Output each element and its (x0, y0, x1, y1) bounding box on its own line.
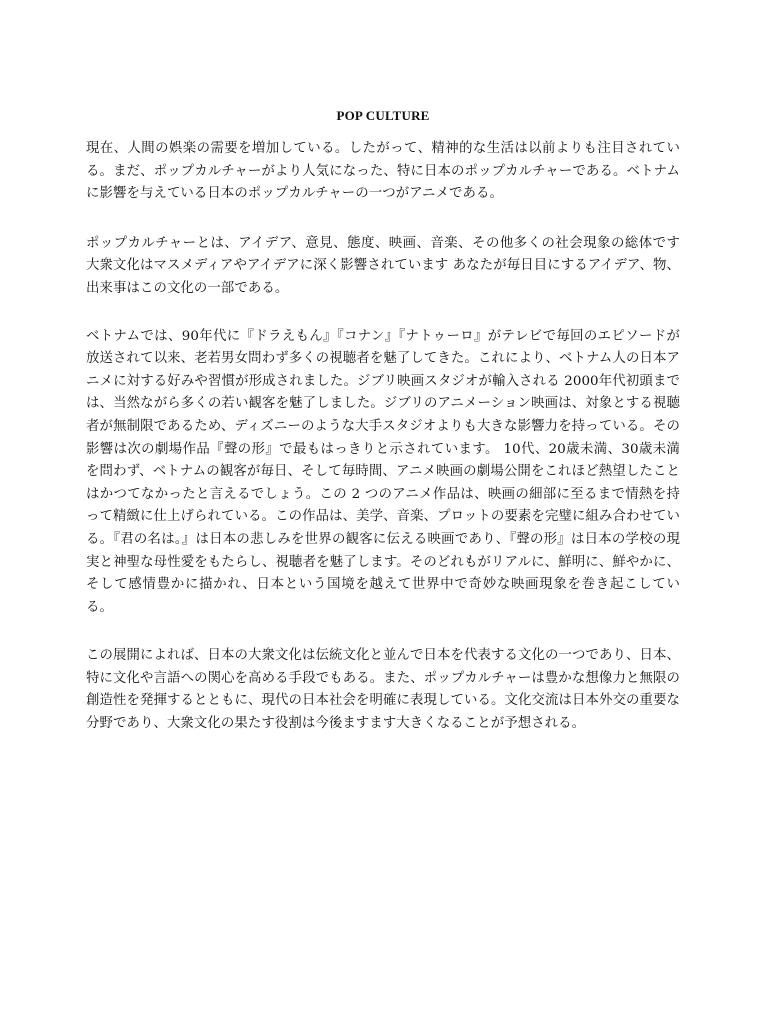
paragraph-2: ポップカルチャーとは、アイデア、意見、態度、映画、音楽、その他多くの社会現象の総体です 大衆文化はマスメディアやアイデアに深く影響されています あなたが毎日目にするアイデア、物、出来事はこの文化の一部である。 (86, 235, 680, 296)
paragraph-4: この展開によれば、日本の大衆文化は伝統文化と並んで日本を代表する文化の一つであり、日本、特に文化や言語への関心を高める手段でもある。また、ポップカルチャーは豊かな想像力と無限の創造性を発揮するとともに、現代の日本社会を明確に表現している。文化交流は日本外交の重要な分野であり、大衆文化の果たす役割は今後ますます大きくなることが予想される。 (86, 648, 680, 732)
paragraph-3: ベトナムでは、90年代に『ドラえもん』『コナン』『ナトゥーロ』がテレビで毎回のエピソードが放送されて以来、老若男女問わず多くの視聴者を魅了してきた。これにより、ベトナム人の日本アニメに対する好みや習慣が形成されました。ジブリ映画スタジオが輸入される 2000年代初頭までは、当然ながら多くの若い観客を魅了しました。ジブリのアニメーション映画は、対象とする視聴者が無制限であるため、ディズニーのような大手スタジオよりも大きな影響力を持っている。その影響は次の劇場作品『聲の形』で最もはっきりと示されています。 10代、20歳未満、30歳未満を問わず、ベトナムの観客が毎日、そして毎時間、アニメ映画の劇場公開をこれほど熱望したことはかつてなかったと言えるでしょう。この 2 つのアニメ作品は、映画の細部に至るまで情熱を持って精緻に仕上げられている。この作品は、美学、音楽、プロットの要素を完璧に組み合わせている。『君の名は。』は日本の悲しみを世界の観客に伝える映画であり、『聲の形』は日本の学校の現実と神聖な母性愛をもたらし、視聴者を魅了します。そのどれもがリアルに、鮮明に、鮮やかに、そして感情豊かに描かれ、日本という国境を越えて世界中で奇妙な映画現象を巻き起こしている。 (86, 328, 680, 615)
paragraph-1: 現在、人間の娯楽の需要を増加している。したがって、精神的な生活は以前よりも注目されている。まだ、ポップカルチャーがより人気になった、特に日本のポップカルチャーである。ベトナムに影響を与えている日本のポップカルチャーの一つがアニメである。 (86, 141, 680, 202)
document-page (86, 100, 680, 756)
document-title: POP CULTURE (336, 108, 430, 123)
